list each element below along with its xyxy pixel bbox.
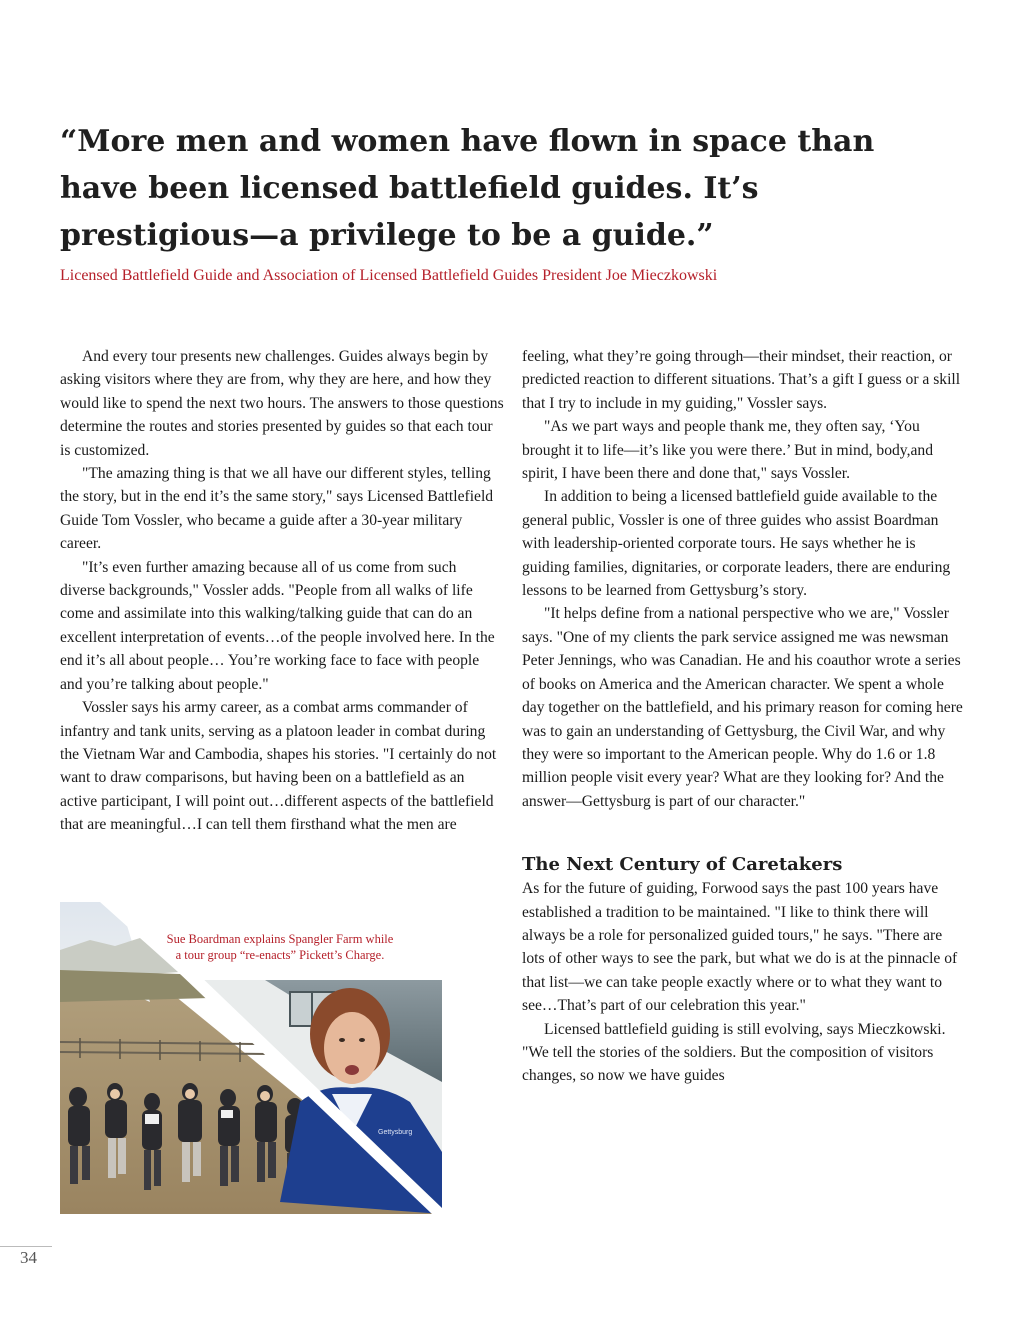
section-heading: The Next Century of Caretakers bbox=[522, 854, 843, 876]
section-paragraph-2: Licensed battlefield guiding is still evolving, says Mieczkowski. "We tell the stories of the soldiers. But the composition of visitors changes, so now we have guides bbox=[522, 1020, 946, 1085]
caption-line-1: Sue Boardman explains Spangler Farm while bbox=[166, 932, 394, 946]
left-paragraph-4: Vossler says his army career, as a combat arms commander of infantry and tank units, serving as a platoon leader in combat during the Vietnam War and Cambodia, shapes his stories. "I certainly do not want to draw comparisons, but having been on a battlefield as an active participant, I will point out…different aspects of the battlefield that are meaningful…I can tell them firsthand what the men are bbox=[60, 699, 497, 834]
left-paragraph-3: "It’s even further amazing because all of us come from such diverse backgrounds," Vossler adds. "People from all walks of life come and assimilate into this walking/talking guide that can do an excellent interpretation of events…of the people involved here. In the end it’s all about people… You’re working face to face with people and you’re talking about people." bbox=[60, 558, 495, 693]
photo-caption bbox=[130, 931, 430, 963]
right-column bbox=[522, 345, 966, 1088]
left-paragraph-1: And every tour presents new challenges. Guides always begin by asking visitors where they are from, why they are here, and how they would like to spend the next two hours. The answers to those questions determine the routes and stories presented by guides so that each tour is customized. bbox=[60, 348, 504, 459]
right-paragraph-1: "As we part ways and people thank me, they often say, ‘You brought it to life—it’s like you were there.’ But in mind, body,and spirit, I have been there and done that," says Vossler. bbox=[522, 418, 933, 483]
page-rule bbox=[0, 1246, 52, 1247]
page-number: 34 bbox=[20, 1248, 37, 1267]
right-continuation: feeling, what they’re going through—their mindset, their reaction, or predicted reaction to different situations. That’s a gift I guess or a skill that I try to include in my guiding," Vossler says. bbox=[522, 348, 961, 412]
left-column bbox=[60, 345, 504, 837]
jacket-logo: Gettysburg bbox=[378, 1129, 413, 1136]
right-paragraph-2: In addition to being a licensed battlefield guide available to the general public, Vossler is one of three guides who assist Boardman with leadership-oriented corporate tours. He says whether he is guiding families, dignitaries, or corporate leaders, there are enduring lessons to be learned from Gettysburg’s story. bbox=[522, 488, 951, 600]
right-paragraph-3: "It helps define from a national perspective who we are," Vossler says. "One of my clients the park service assigned me was newsman Peter Jennings, who was Canadian. He and his coauthor wrote a series of books on America and the American character. We spent a whole day together on the battlefield, and his primary reason for coming here was to gain an understanding of Gettysburg, the Civil War, and why they were so important to the American people. Why do 1.6 or 1.8 million people visit every year? What are they looking for? And the answer—Gettysburg is part of our character." bbox=[522, 605, 963, 810]
pull-quote: “More men and women have flown in space than have been licensed battlefield guides. It’s prestigious—a privilege to be a guide.” bbox=[60, 124, 875, 253]
quote-attribution: Licensed Battlefield Guide and Association of Licensed Battlefield Guides President Joe Mieczkowski bbox=[60, 267, 718, 284]
caption-line-2: a tour group “re-enacts” Pickett’s Charge. bbox=[175, 948, 385, 962]
left-paragraph-2: "The amazing thing is that we all have our different styles, telling the story, but in the end it’s the same story," says Licensed Battlefield Guide Tom Vossler, who became a guide after a 30-year military career. bbox=[60, 465, 494, 553]
section-paragraph-1: As for the future of guiding, Forwood says the past 100 years have established a tradition to be maintained. "I like to think there will always be a role for personalized guided tours," he says. "There are lots of other ways to see the park, but what we do is at the pinnacle of that list—we can take people exactly where or to what they want to see…That’s part of our celebration this year." bbox=[522, 880, 958, 1015]
